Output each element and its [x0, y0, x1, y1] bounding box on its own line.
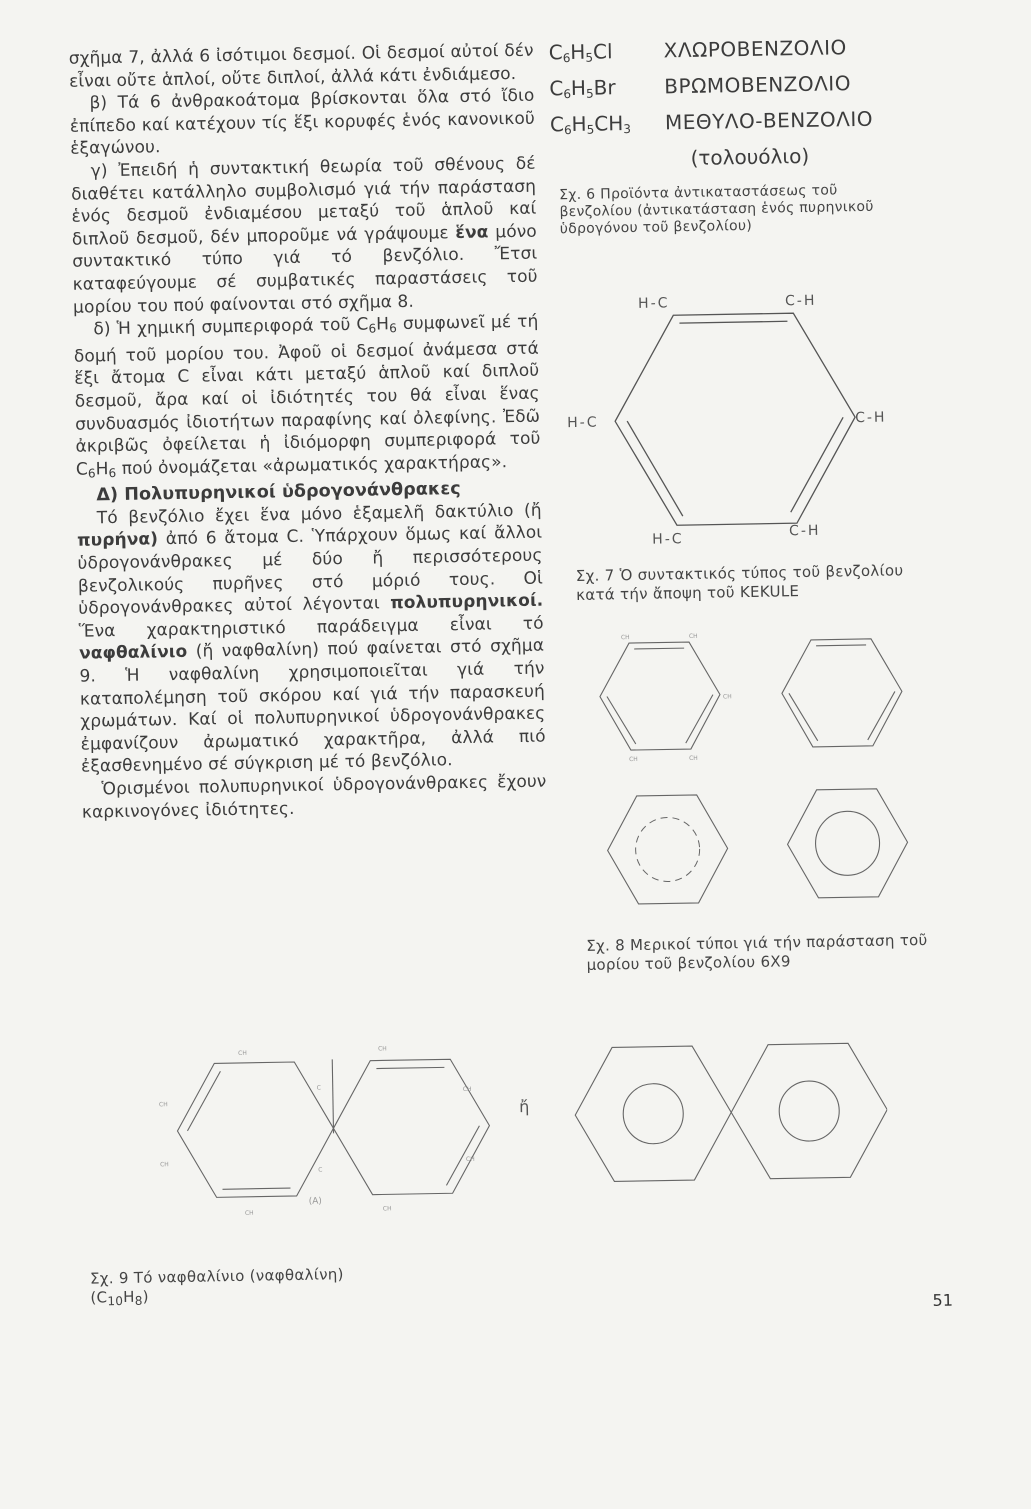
svg-text:CH: CH: [620, 634, 630, 642]
figure-7-caption: Σχ. 7 Ὁ συντακτικός τύπος τοῦ βενζολίου κατά τήν ἄποψη τοῦ KEKULE: [575, 561, 904, 605]
formula-row: $C_6H_5Br$ ΒΡΩΜΟΒΕΝΖΟΛΙΟ: [549, 71, 852, 102]
kekule-benzene-figure: [553, 283, 918, 559]
svg-text:(A): (A): [308, 1196, 322, 1207]
svg-text:C: C: [318, 1166, 323, 1174]
svg-text:CH: CH: [158, 1101, 168, 1109]
label-top-right: C-H: [784, 292, 817, 310]
page-number: 51: [932, 1290, 954, 1310]
label-right: C-H: [854, 409, 887, 427]
section-heading: Δ) Πολυπυρηνικοί ὑδρογονάνθρακες: [96, 479, 461, 506]
svg-text:CH: CH: [244, 1209, 254, 1217]
paragraph: σχῆμα 7, ἀλλά 6 ἰσότιμοι δεσμοί. Οἱ δεσμοί αὐτοί δέν εἶναι οὔτε ἁπλοί, οὔτε διπλοί, ἀλλά κάτι ἐνδιάμεσο.: [68, 40, 534, 92]
formula-row: $C_6H_5Cl$ ΧΛΩΡΟΒΕΝΖΟΛΙΟ: [548, 35, 847, 66]
benzene-representations-figure: [579, 623, 944, 929]
svg-text:CH: CH: [238, 1049, 247, 1057]
formula-list: [548, 30, 950, 175]
svg-text:C: C: [316, 1084, 322, 1092]
naphthalene-figure: [146, 1014, 890, 1247]
svg-text:CH: CH: [378, 1045, 387, 1053]
paragraph: Τό βενζόλιο ἔχει ἕνα μόνο ἑξαμελῆ δακτύλιο (ἤ πυρήνα) ἀπό 6 ἄτομα C. Ὑπάρχουν ὅμως καί ἄλλοι ὑδρογονάνθρακες μέ δύο ἤ περισσότερους βενζολικούς πυρῆνες στό μόριό τους. Οἱ ὑδρογονάνθρακες αὐτοί λέγονται πολυπυρηνικοί. Ἕνα χαρακτηριστικό παράδειγμα εἶναι τό ναφθαλίνιο (ἤ ναφθαλίνη) πού φαίνεται στό σχῆμα 9. Ἡ ναφθαλίνη χρησιμοποιεῖται γιά τήν καταπολέμηση τοῦ σκόρου καί γιά τήν παρασκευή χρωμάτων. Καί οἱ πολυπυρηνικοί ὑδρογονάνθρακες ἐμφανίζουν ἀρωματικό χαρακτῆρα, ἀλλά πιό ἐξασθενημένο σέ σύγκριση μέ τό βενζόλιο.: [76, 500, 546, 778]
label-bottom-left: H-C: [652, 531, 684, 548]
svg-text:CH: CH: [722, 693, 732, 701]
svg-text:CH: CH: [465, 1155, 475, 1164]
label-bottom-right: C-H: [788, 522, 821, 540]
main-text-column: [69, 40, 547, 824]
or-label: ἤ: [518, 1096, 530, 1117]
figure-9-caption: Σχ. 9 Τό ναφθαλίνιο (ναφθαλίνη) $(C_{10}H_8)$: [89, 1265, 344, 1309]
paragraph: δ) Ἡ χημική συμπεριφορά τοῦ $C_6H_6$ συμφωνεῖ μέ τή δομή τοῦ μορίου του. Ἀφοῦ οἱ δεσμοί ἀνάμεσα στά ἕξι ἄτομα C εἶναι κάτι μεταξύ ἁπλοῦ καί διπλοῦ δεσμοῦ, ἄρα καί οἱ ἰδιότητές του θά εἶναι ἕνας συνδυασμός ἰδιοτήτων παραφίνης καί ὀλεφίνης. Ἐδῶ ἀκριβῶς ὀφείλεται ἡ ἰδιόμορφη συμπεριφορά τοῦ $C_6H_6$ πού ὀνομάζεται «ἀρωματικός χαρακτήρας».: [73, 311, 541, 481]
svg-text:CH: CH: [688, 632, 698, 641]
svg-text:CH: CH: [159, 1161, 169, 1169]
figure-6-caption: Σχ. 6 Προϊόντα ἀντικαταστάσεως τοῦ βενζολίου (ἀντικατάσταση ἑνός πυρηνικοῦ ὑδρογόνου τοῦ βενζολίου): [559, 182, 874, 238]
paragraph: β) Τά 6 ἀνθρακοάτομα βρίσκονται ὅλα στό ἴδιο ἐπίπεδο καί κατέχουν τίς ἕξι κορυφές ἑνός κανονικοῦ ἑξαγώνου.: [69, 85, 536, 160]
svg-text:CH: CH: [462, 1085, 472, 1094]
formula-row: $C_6H_5CH_3$ ΜΕΘΥΛΟ-ΒΕΝΖΟΛΙΟ: [549, 106, 874, 138]
svg-text:CH: CH: [688, 754, 698, 763]
svg-text:CH: CH: [628, 755, 638, 764]
formula-note: (τολουόλιο): [690, 143, 810, 170]
paragraph: Ὁρισμένοι πολυπυρηνικοί ὑδρογονάνθρακες ἔχουν καρκινογόνες ἰδιότητες.: [81, 771, 547, 823]
label-left: H-C: [567, 414, 599, 432]
paragraph: γ) Ἐπειδή ἡ συντακτική θεωρία τοῦ σθένους δέ διαθέτει κατάλληλο συμβολισμό γιά τήν παράσταση ἑνός δεσμοῦ ἐνδιαμέσου μεταξύ τοῦ ἁπλοῦ καί διπλοῦ δεσμοῦ, δέν μποροῦμε νά γράψουμε ἕνα μόνο συντακτικό τύπο γιά τό βενζόλιο. Ἔτσι καταφεύγουμε σέ συμβατικές παραστάσεις τοῦ μορίου του πού φαίνονται στό σχῆμα 8.: [70, 153, 538, 318]
svg-text:CH: CH: [382, 1205, 392, 1213]
figure-8-caption: Σχ. 8 Μερικοί τύποι γιά τήν παράσταση τοῦ μορίου τοῦ βενζολίου 6Χ9: [586, 930, 928, 974]
label-top-left: H-C: [637, 295, 670, 312]
